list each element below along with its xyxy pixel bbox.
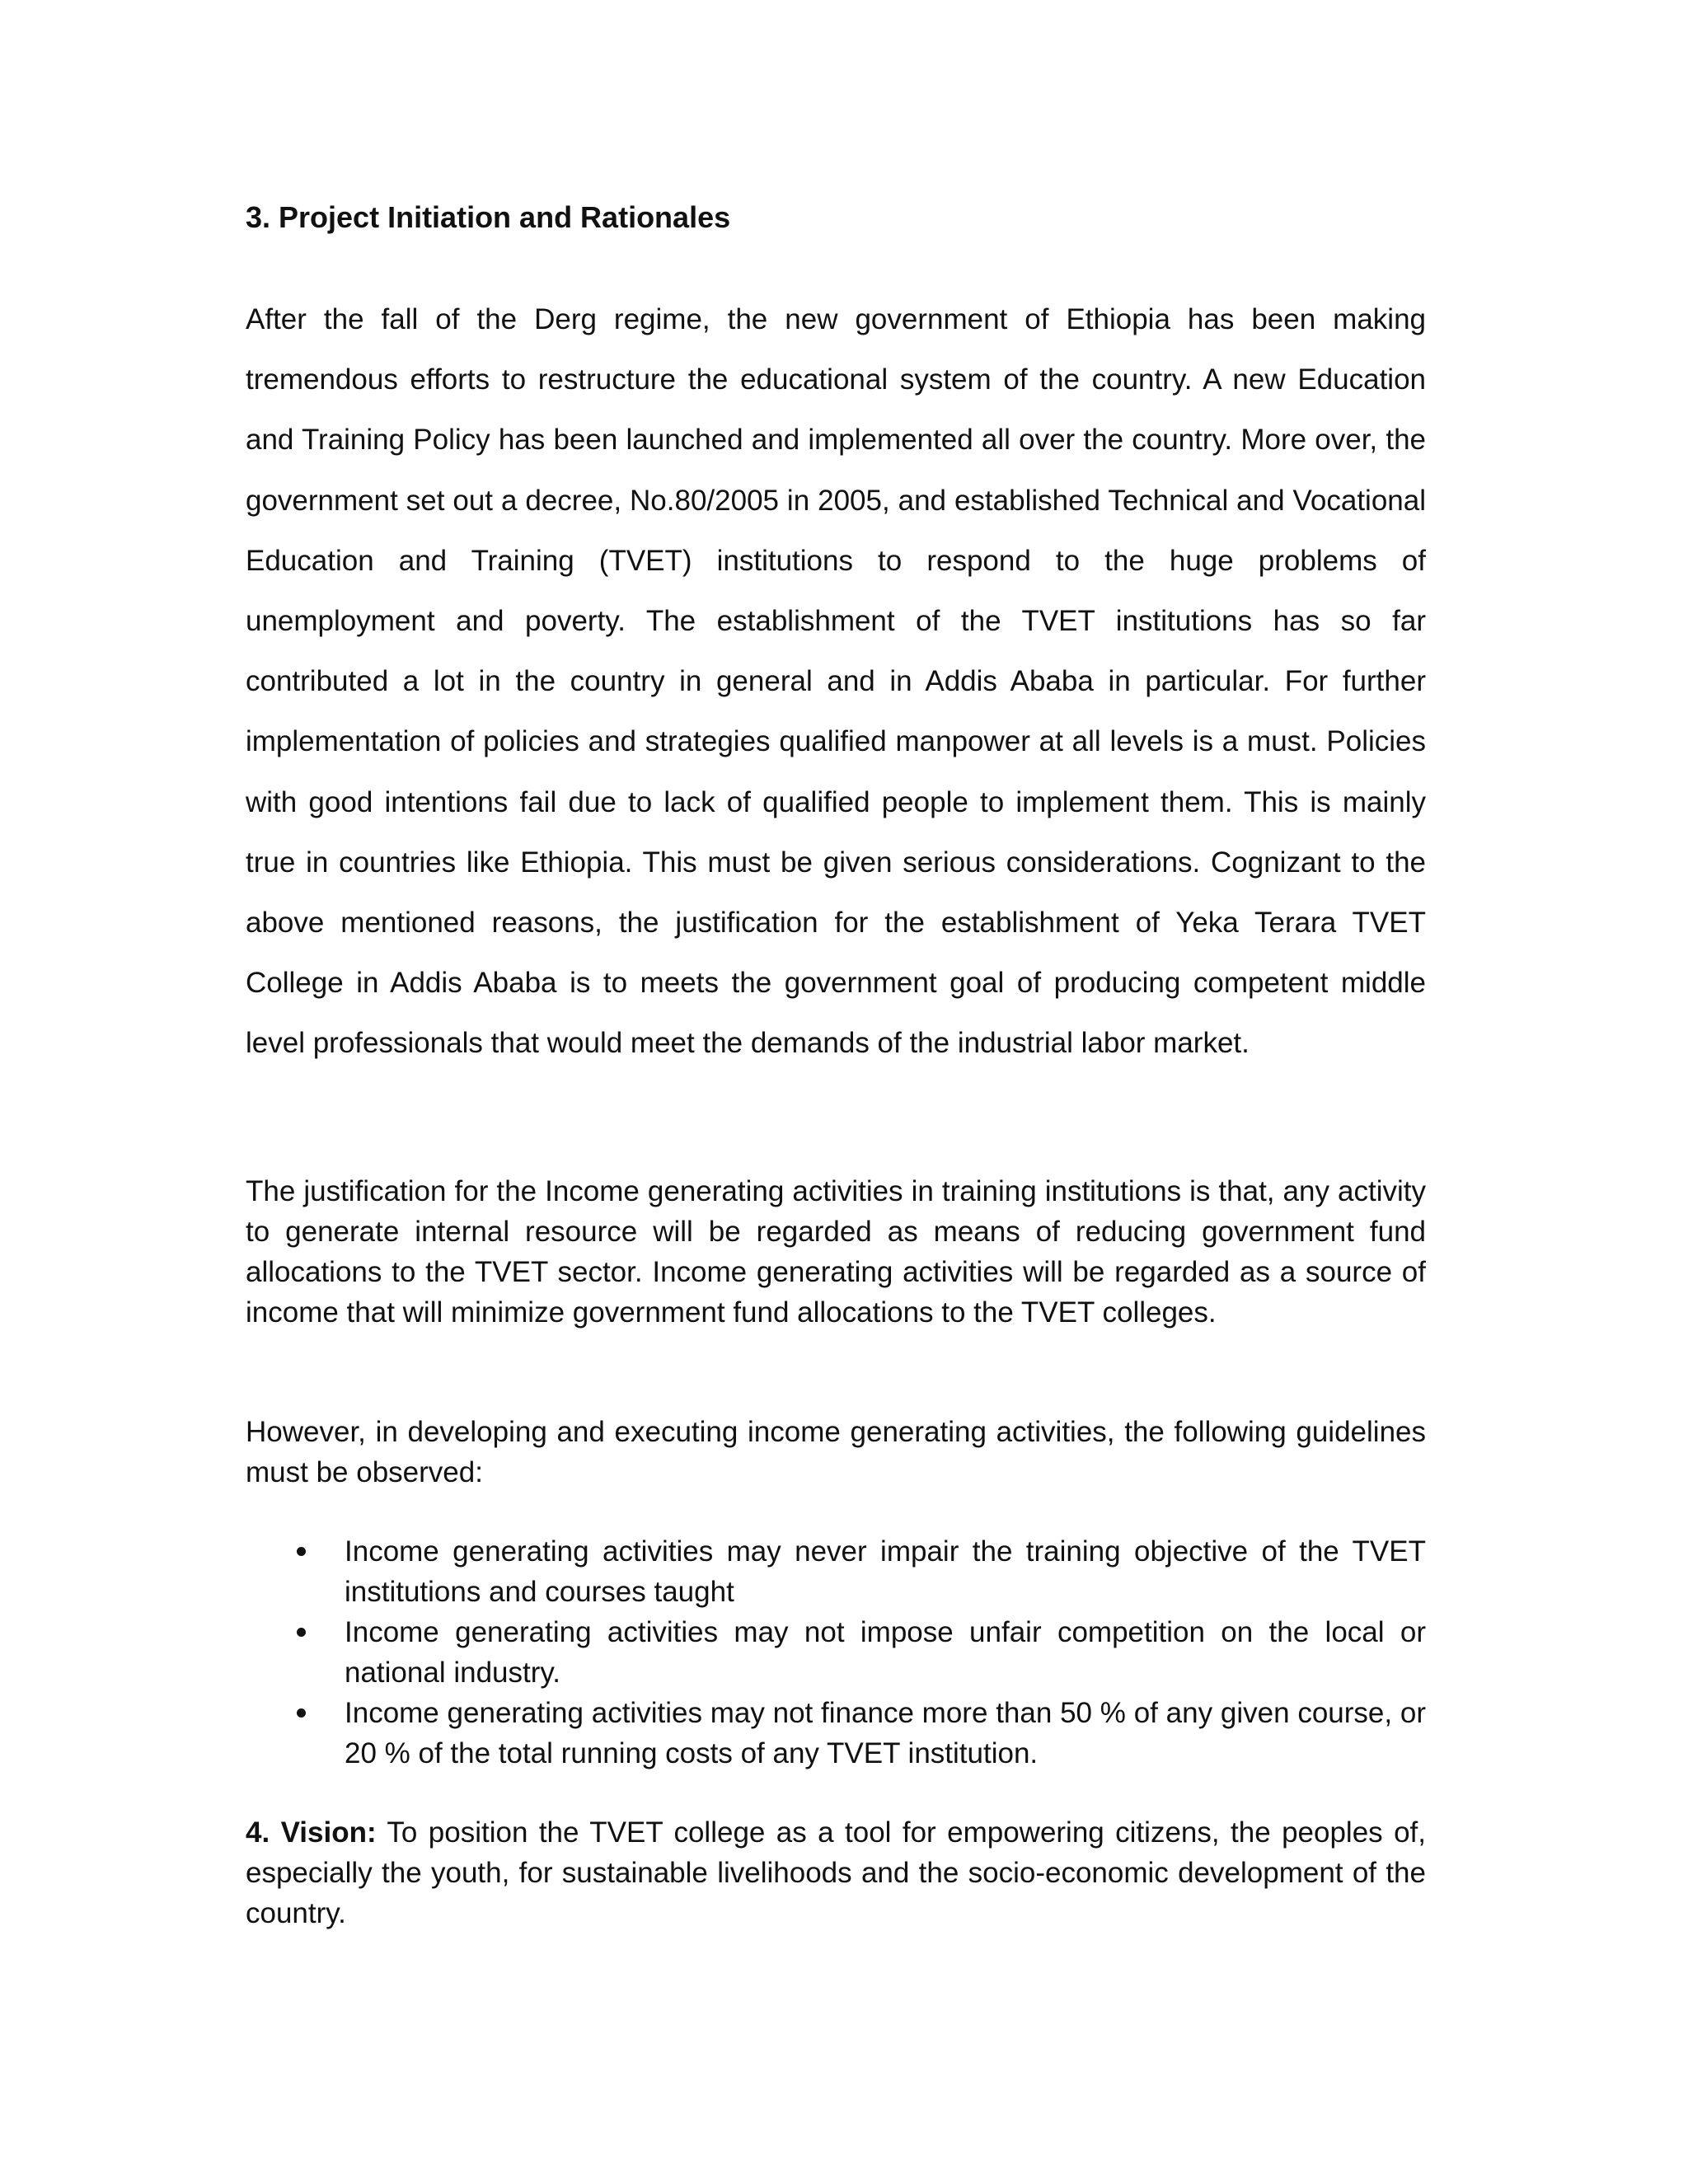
bullet-icon — [297, 1628, 306, 1637]
list-item — [246, 1531, 1426, 1612]
rationale-paragraph: After the fall of the Derg regime, the new government of Ethiopia has been making tremendous efforts to restructure the educational system of the country. A new Education and Training Policy has been launched and implemented all over the country. More over, the government set out a decree, No.80/2005 in 2005, and established Technical and Vocational Education and Training (TVET) institutions to respond to the huge problems of unemployment and poverty. The establishment of the TVET institutions has so far contributed a lot in the country in general and in Addis Ababa in particular. For further implementation of policies and strategies qualified manpower at all levels is a must. Policies with good intentions fail due to lack of qualified people to implement them. This is mainly true in countries like Ethiopia. This must be given serious considerations. Cognizant to the above mentioned reasons, the justification for the establishment of Yeka Terara TVET College in Addis Ababa is to meets the government goal of producing competent middle level professionals that would meet the demands of the industrial labor market. — [246, 303, 1426, 1060]
list-item-text: Income generating activities may not finance more than 50 % of any given course, or 20 % of the total running costs of any TVET institution. — [345, 1697, 1426, 1769]
vision-text: To position the TVET college as a tool for empowering citizens, the peoples of, especially the youth, for sustainable livelihoods and the socio-economic development of the country. — [246, 1816, 1426, 1929]
list-item-text: Income generating activities may never impair the training objective of the TVET institutions and courses taught — [345, 1535, 1426, 1608]
bullet-icon — [297, 1708, 306, 1718]
section-heading: 3. Project Initiation and Rationales — [246, 200, 731, 234]
guidelines-intro-paragraph: However, in developing and executing income generating activities, the following guidelines must be observed: — [246, 1416, 1426, 1488]
vision-label: 4. Vision: — [246, 1816, 377, 1849]
vision-paragraph — [246, 1812, 1426, 1933]
bullet-icon — [297, 1547, 306, 1556]
list-item — [246, 1693, 1426, 1774]
list-item-text: Income generating activities may not impose unfair competition on the local or national industry. — [345, 1616, 1426, 1689]
guidelines-list — [246, 1531, 1426, 1774]
justification-paragraph: The justification for the Income generating activities in training institutions is that, any activity to generate internal resource will be regarded as means of reducing government fund allocations to the TVET sector. Income generating activities will be regarded as a source of income that will minimize government fund allocations to the TVET colleges. — [246, 1175, 1426, 1329]
list-item — [246, 1612, 1426, 1693]
